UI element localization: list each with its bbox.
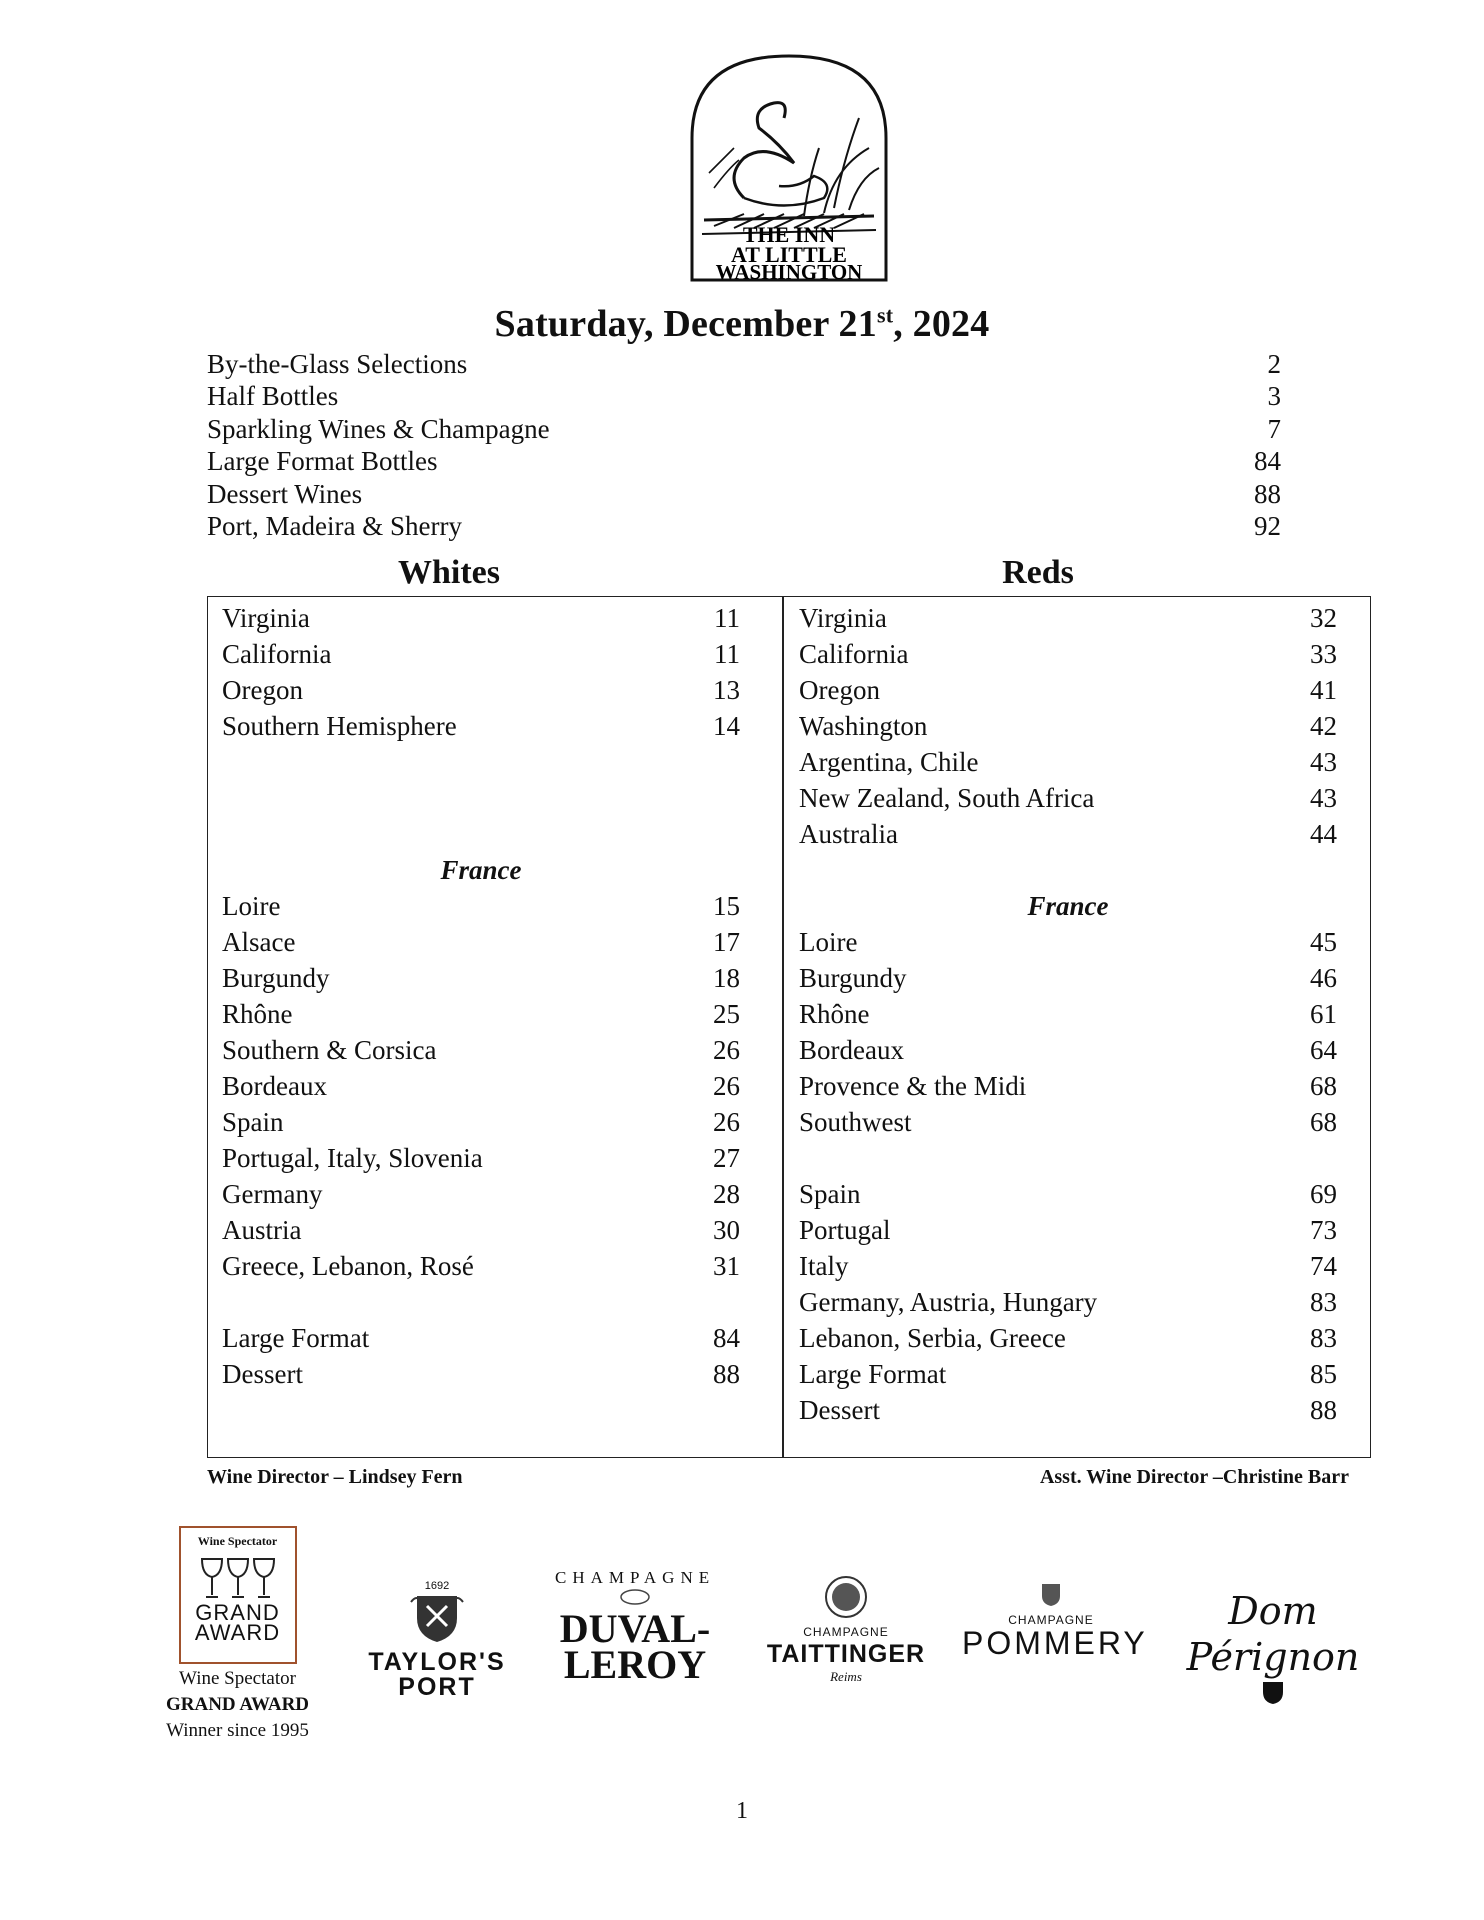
region-page: 46 <box>1310 963 1337 993</box>
region-name: Germany <box>222 1179 323 1209</box>
list-item <box>799 708 1337 744</box>
list-item <box>222 636 740 672</box>
badge-wine-spectator: Wine Spectator <box>197 1534 278 1548</box>
toc-row <box>207 413 1281 445</box>
logo-line3: WASHINGTON <box>715 260 863 284</box>
region-name: Washington <box>799 711 928 741</box>
region-page: 32 <box>1310 603 1337 633</box>
region-name: Bordeaux <box>799 1035 904 1065</box>
region-page: 31 <box>713 1251 740 1281</box>
list-item <box>799 1320 1337 1356</box>
pommery-champagne: CHAMPAGNE <box>1008 1613 1094 1627</box>
toc-page: 3 <box>1267 381 1281 412</box>
dom-perignon-name: Dom Pérignon <box>1186 1589 1360 1679</box>
taylors-year: 1692 <box>424 1580 450 1592</box>
region-page: 43 <box>1310 783 1337 813</box>
region-page: 13 <box>713 675 740 705</box>
whites-heading: Whites <box>398 554 500 591</box>
list-item <box>799 600 1337 636</box>
award-caption-3: Winner since 1995 <box>166 1720 309 1741</box>
region-name: Argentina, Chile <box>799 747 979 777</box>
region-page: 69 <box>1310 1179 1337 1209</box>
title-year: , 2024 <box>893 303 990 345</box>
region-name: Provence & the Midi <box>799 1071 1027 1101</box>
column-divider <box>782 596 784 1458</box>
list-item <box>222 1356 740 1392</box>
region-name: Bordeaux <box>222 1071 327 1101</box>
region-page: 85 <box>1310 1359 1337 1389</box>
list-spacer <box>222 816 740 852</box>
list-item <box>799 1392 1337 1428</box>
region-page: 26 <box>713 1107 740 1137</box>
list-item <box>799 780 1337 816</box>
region-name: Rhône <box>799 999 870 1029</box>
list-item <box>799 1212 1337 1248</box>
region-name: Oregon <box>799 675 880 705</box>
region-page: 33 <box>1310 639 1337 669</box>
toc-row <box>207 348 1281 380</box>
region-name: Southern Hemisphere <box>222 711 457 741</box>
region-page: 68 <box>1310 1107 1337 1137</box>
list-spacer <box>799 852 1337 888</box>
toc-row <box>207 445 1281 477</box>
region-page: 26 <box>713 1035 740 1065</box>
pommery-name: POMMERY <box>962 1625 1148 1661</box>
toc-row <box>207 478 1281 510</box>
toc-page: 88 <box>1254 478 1281 509</box>
list-item <box>799 924 1337 960</box>
region-page: 83 <box>1310 1287 1337 1317</box>
brand-logos <box>0 1568 1484 1701</box>
region-name: Dessert <box>222 1359 303 1389</box>
list-item <box>222 1176 740 1212</box>
region-page: 26 <box>713 1071 740 1101</box>
region-page: 17 <box>713 927 740 957</box>
region-name: Dessert <box>799 1395 880 1425</box>
region-name: Burgundy <box>222 963 330 993</box>
region-name: Loire <box>799 927 858 957</box>
taylors-name: TAYLOR'S <box>368 1648 506 1676</box>
region-page: 11 <box>714 639 740 669</box>
crest-icon <box>407 1592 467 1644</box>
region-name: New Zealand, South Africa <box>799 783 1095 813</box>
region-page: 88 <box>1310 1395 1337 1425</box>
list-item <box>222 1248 740 1284</box>
pommery-logo <box>962 1580 1148 1661</box>
toc-label: Port, Madeira & Sherry <box>207 510 462 541</box>
region-page: 45 <box>1310 927 1337 957</box>
region-page: 30 <box>713 1215 740 1245</box>
list-item <box>222 672 740 708</box>
list-spacer <box>222 744 740 780</box>
list-item <box>222 1068 740 1104</box>
region-page: 68 <box>1310 1071 1337 1101</box>
whites-region-heading: France <box>440 855 522 885</box>
list-item <box>222 708 740 744</box>
pommery-crest-icon <box>1036 1580 1066 1608</box>
region-name: Large Format <box>222 1323 370 1353</box>
list-item <box>799 1176 1337 1212</box>
region-page: 27 <box>713 1143 740 1173</box>
logo-line1: THE INN <box>742 222 836 247</box>
toc-page: 2 <box>1267 349 1281 379</box>
award-caption-1: Wine Spectator <box>179 1668 296 1689</box>
toc-label: By-the-Glass Selections <box>207 349 468 379</box>
list-item <box>799 996 1337 1032</box>
list-item <box>222 600 740 636</box>
region-page: 15 <box>713 891 740 921</box>
list-item <box>799 816 1337 852</box>
region-page: 28 <box>713 1179 740 1209</box>
duval-leroy-logo <box>555 1568 716 1687</box>
list-item <box>799 1032 1337 1068</box>
asst-wine-director: Asst. Wine Director –Christine Barr <box>1039 1466 1349 1488</box>
toc-label: Half Bottles <box>207 381 339 412</box>
region-name: Loire <box>222 891 281 921</box>
duval-emblem-icon <box>615 1588 655 1606</box>
region-name: Lebanon, Serbia, Greece <box>799 1323 1066 1353</box>
region-name: Virginia <box>799 603 887 633</box>
list-item <box>799 1356 1337 1392</box>
list-item <box>799 1104 1337 1140</box>
region-name: Oregon <box>222 675 303 705</box>
taittinger-seal-icon <box>823 1574 869 1620</box>
list-item <box>799 672 1337 708</box>
region-name: Greece, Lebanon, Rosé <box>222 1251 474 1281</box>
region-name: Virginia <box>222 603 310 633</box>
toc-label: Sparkling Wines & Champagne <box>207 413 550 444</box>
title-ordinal: st <box>876 302 894 328</box>
region-name: Spain <box>799 1179 861 1209</box>
duval-champagne: CHAMPAGNE <box>555 1568 716 1587</box>
dom-perignon-logo <box>1158 1588 1388 1711</box>
taittinger-name: TAITTINGER <box>766 1640 926 1668</box>
region-name: Burgundy <box>799 963 907 993</box>
region-page: 64 <box>1310 1035 1337 1065</box>
region-name: Portugal, Italy, Slovenia <box>222 1143 483 1173</box>
region-name: California <box>799 639 909 669</box>
duval-name: DUVAL- <box>559 1606 711 1651</box>
list-item <box>222 888 740 924</box>
region-page: 41 <box>1310 675 1337 705</box>
region-name: California <box>222 639 332 669</box>
list-item <box>222 1032 740 1068</box>
reds-list <box>799 600 1337 1428</box>
region-page: 74 <box>1310 1251 1337 1281</box>
region-page: 44 <box>1310 819 1337 849</box>
table-of-contents <box>207 348 1281 542</box>
list-spacer <box>222 780 740 816</box>
title-date: Saturday, December 21 <box>494 303 877 345</box>
region-page: 73 <box>1310 1215 1337 1245</box>
list-spacer <box>222 1284 740 1320</box>
list-item <box>799 1284 1337 1320</box>
region-name: Portugal <box>799 1215 891 1245</box>
list-item <box>222 1212 740 1248</box>
badge-grand: GRAND <box>195 1600 280 1625</box>
taittinger-reims: Reims <box>830 1669 862 1684</box>
page-number: 1 <box>736 1798 748 1824</box>
region-name: Southern & Corsica <box>222 1035 437 1065</box>
page-title <box>0 302 1484 346</box>
region-name: Alsace <box>222 927 296 957</box>
badge-award: AWARD <box>194 1620 281 1645</box>
toc-row <box>207 510 1281 542</box>
inn-logo <box>684 48 894 284</box>
region-page: 83 <box>1310 1323 1337 1353</box>
region-name: Austria <box>222 1215 302 1245</box>
list-item <box>222 1140 740 1176</box>
list-item <box>799 636 1337 672</box>
list-spacer <box>799 1140 1337 1176</box>
list-item <box>222 924 740 960</box>
list-item <box>799 1248 1337 1284</box>
toc-label: Large Format Bottles <box>207 446 438 477</box>
list-item <box>222 960 740 996</box>
list-item <box>222 1104 740 1140</box>
region-page: 42 <box>1310 711 1337 741</box>
toc-row <box>207 380 1281 412</box>
toc-page: 92 <box>1254 510 1281 541</box>
list-item <box>799 744 1337 780</box>
wine-director: Wine Director – Lindsey Fern <box>207 1466 463 1488</box>
shield-icon <box>1261 1680 1285 1706</box>
reds-heading: Reds <box>1002 554 1074 591</box>
region-name: Southwest <box>799 1107 912 1137</box>
toc-page: 7 <box>1267 413 1281 444</box>
region-page: 18 <box>713 963 740 993</box>
region-page: 84 <box>713 1323 740 1353</box>
region-page: 11 <box>714 603 740 633</box>
taylors-port: PORT <box>398 1673 476 1701</box>
whites-list <box>222 600 740 1392</box>
list-item <box>222 1320 740 1356</box>
region-name: Germany, Austria, Hungary <box>799 1287 1098 1317</box>
region-name: Rhône <box>222 999 293 1029</box>
taittinger-logo <box>755 1574 937 1685</box>
region-page: 61 <box>1310 999 1337 1029</box>
region-name: Large Format <box>799 1359 947 1389</box>
reds-region-heading: France <box>1027 891 1109 921</box>
taittinger-champagne: CHAMPAGNE <box>803 1625 889 1639</box>
list-item <box>222 996 740 1032</box>
toc-label: Dessert Wines <box>207 478 363 509</box>
region-page: 25 <box>713 999 740 1029</box>
swan-logo-icon <box>684 48 894 284</box>
taylors-port-logo <box>352 1580 522 1699</box>
region-page: 88 <box>713 1359 740 1389</box>
region-name: Australia <box>799 819 898 849</box>
list-item <box>799 960 1337 996</box>
leroy-name: LEROY <box>563 1642 707 1687</box>
list-item <box>799 1068 1337 1104</box>
region-page: 14 <box>713 711 740 741</box>
toc-page: 84 <box>1254 446 1281 477</box>
region-name: Italy <box>799 1251 849 1281</box>
logo-line2: AT LITTLE <box>731 242 847 267</box>
region-page: 43 <box>1310 747 1337 777</box>
award-caption-2: GRAND AWARD <box>165 1694 310 1715</box>
region-name: Spain <box>222 1107 284 1137</box>
